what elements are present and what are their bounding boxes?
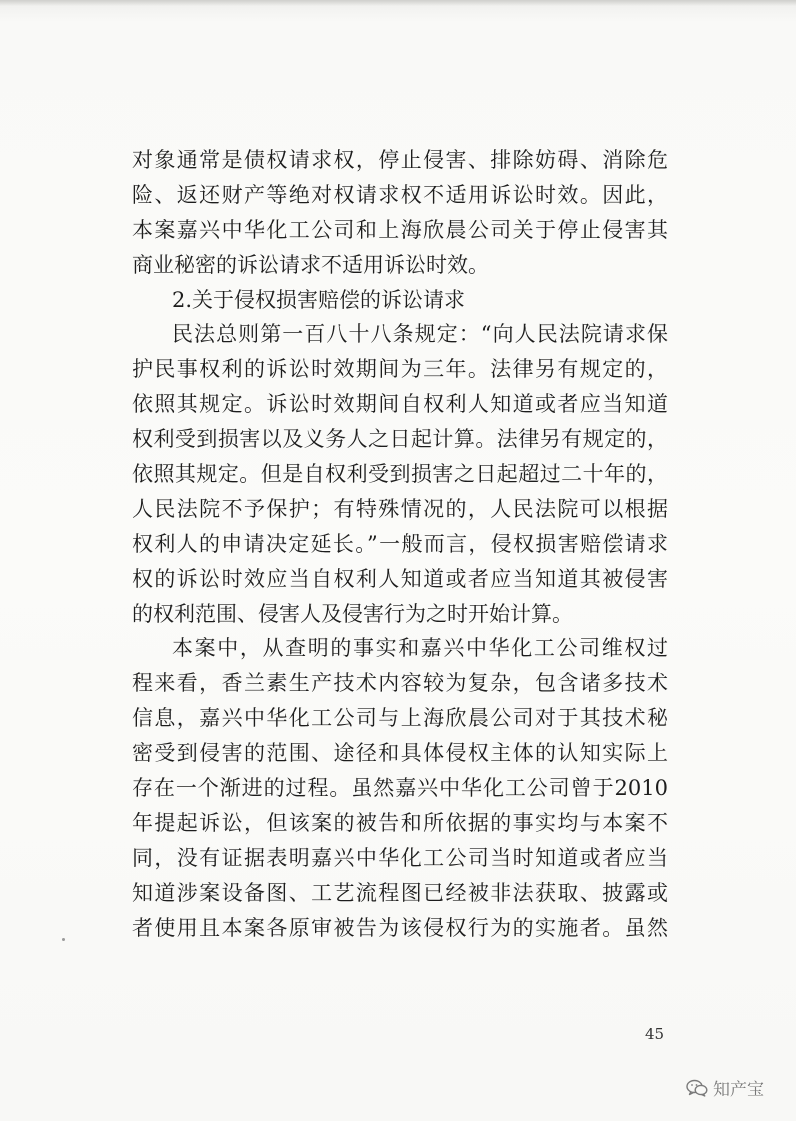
text-line: 依照其规定。诉讼时效期间自权利人知道或者应当知道 (132, 392, 668, 417)
text-line: 年提起诉讼，但该案的被告和所依据的事实均与本案不 (132, 810, 668, 835)
text-line: 险、返还财产等绝对权请求权不适用诉讼时效。因此， (132, 182, 668, 207)
text-line: 权利人的申请决定延长。”一般而言，侵权损害赔偿请求 (132, 531, 668, 556)
text-line: 者使用且本案各原审被告为该侵权行为的实施者。虽然 (132, 915, 668, 940)
scan-edge-shadow (0, 0, 796, 6)
text-line: 护民事权利的诉讼时效期间为三年。法律另有规定的， (132, 357, 668, 382)
wechat-icon (686, 1079, 708, 1097)
page-number: 45 (645, 1025, 665, 1043)
watermark (686, 1075, 764, 1100)
text-line: 权利受到损害以及义务人之日起计算。法律另有规定的， (132, 427, 668, 452)
text-line: 民法总则第一百八十八条规定：“向人民法院请求保 (172, 322, 668, 347)
watermark-text: 知产宝 (713, 1080, 764, 1100)
text-line: 信息，嘉兴中华化工公司与上海欣晨公司对于其技术秘 (132, 706, 668, 731)
text-line: 知道涉案设备图、工艺流程图已经被非法获取、披露或 (132, 880, 668, 905)
text-line: 商业秘密的诉讼请求不适用诉讼时效。 (132, 252, 489, 277)
section-heading: 2.关于侵权损害赔偿的诉讼请求 (172, 287, 466, 312)
document-body (132, 143, 668, 945)
text-line: 本案嘉兴中华化工公司和上海欣晨公司关于停止侵害其 (132, 217, 668, 242)
text-line: 的权利范围、侵害人及侵害行为之时开始计算。 (132, 601, 573, 626)
text-line: 依照其规定。但是自权利受到损害之日起超过二十年的， (132, 462, 668, 487)
scan-speck (62, 938, 65, 941)
text-line: 程来看，香兰素生产技术内容较为复杂，包含诸多技术 (132, 671, 668, 696)
text-line: 权的诉讼时效应当自权利人知道或者应当知道其被侵害 (132, 566, 668, 591)
text-line: 存在一个渐进的过程。虽然嘉兴中华化工公司曾于2010 (132, 776, 668, 801)
text-line: 密受到侵害的范围、途径和具体侵权主体的认知实际上 (132, 741, 668, 766)
text-line: 本案中，从查明的事实和嘉兴中华化工公司维权过 (172, 636, 668, 661)
text-line: 对象通常是债权请求权，停止侵害、排除妨碍、消除危 (132, 148, 668, 172)
text-line: 同，没有证据表明嘉兴中华化工公司当时知道或者应当 (132, 845, 668, 870)
text-line: 人民法院不予保护；有特殊情况的，人民法院可以根据 (132, 496, 668, 521)
